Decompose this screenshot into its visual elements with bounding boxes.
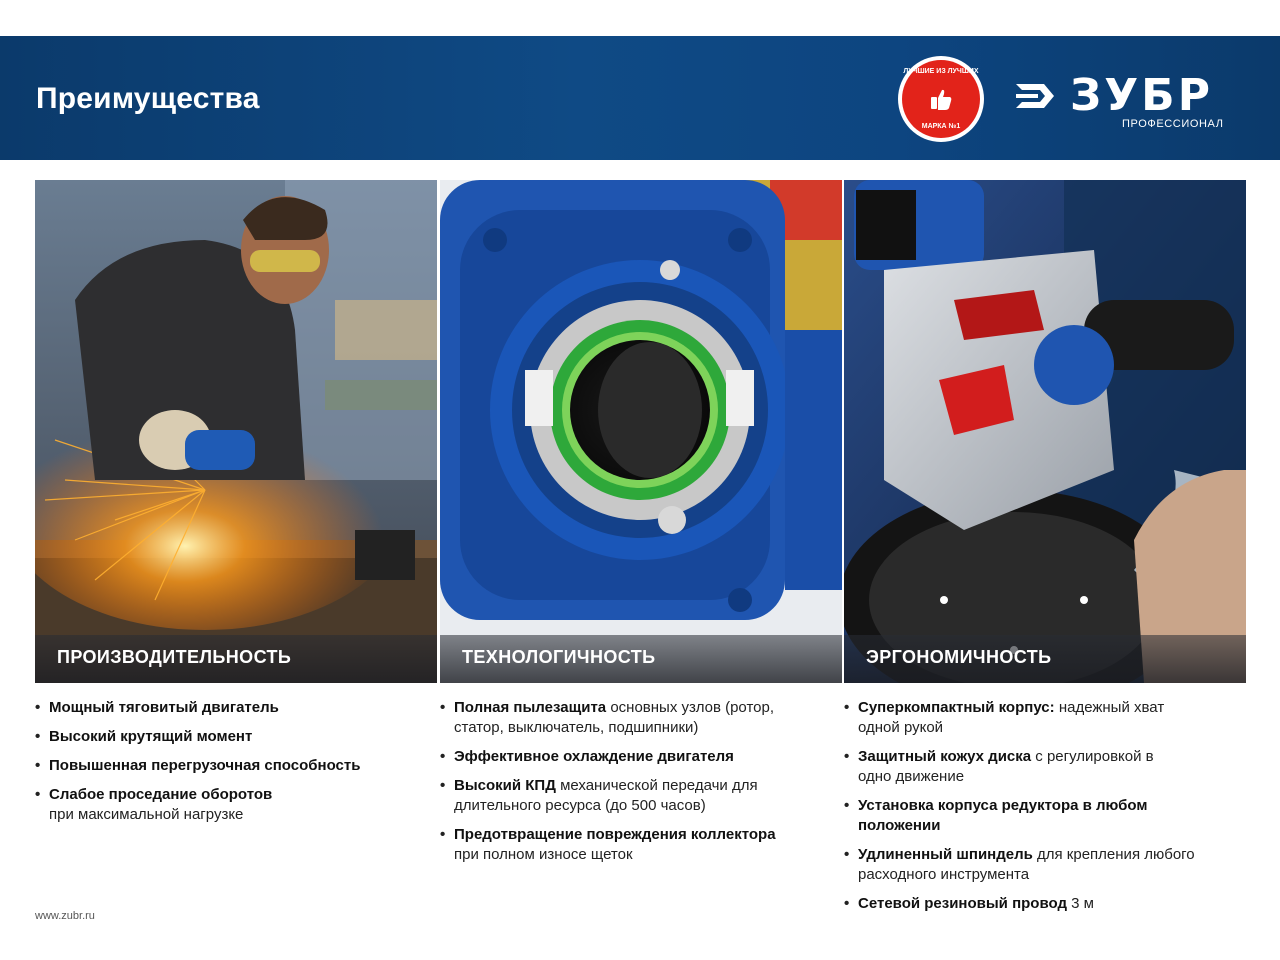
motor-internals-photo xyxy=(440,180,842,683)
worker-grinding-photo xyxy=(35,180,437,683)
panel-caption xyxy=(35,635,437,683)
list-item: • Суперкомпактный корпус: надежный хват одной рукой xyxy=(844,699,1165,736)
list-item: • Эффективное охлаждение двигателя xyxy=(440,748,734,765)
seal-top-text: ЛУЧШИЕ ИЗ ЛУЧШИХ xyxy=(903,68,979,75)
logo-subtitle: ПРОФЕССИОНАЛ xyxy=(1122,118,1224,130)
list-item: • Предотвращение повреждения коллектора при полном износе щеток xyxy=(440,826,776,863)
best-brand-seal xyxy=(898,56,984,142)
list-item: • Защитный кожух диска с регулировкой в одно движение xyxy=(844,748,1154,785)
caption-technology: ТЕХНОЛОГИЧНОСТЬ xyxy=(462,647,656,667)
caption-ergonomics: ЭРГОНОМИЧНОСТЬ xyxy=(866,647,1052,667)
list-item: • Установка корпуса редуктора в любом положении xyxy=(844,797,1148,834)
logo-wordmark: ЗУБР xyxy=(1070,70,1213,121)
grinder-in-hand-photo xyxy=(844,180,1246,683)
ergonomics-feature-list xyxy=(844,698,1244,923)
page-title: Преимущества xyxy=(36,82,260,115)
zubr-arrow-icon xyxy=(1014,76,1064,116)
list-item: • Удлиненный шпиндель для крепления любого расходного инструмента xyxy=(844,846,1195,883)
list-item: • Высокий крутящий момент xyxy=(35,728,253,745)
list-item: • Слабое проседание оборотов при максимальной нагрузке xyxy=(35,786,273,823)
panel-caption xyxy=(440,635,842,683)
list-item: • Высокий КПД механической передачи для длительного ресурса (до 500 часов) xyxy=(440,777,758,814)
list-item: • Сетевой резиновый провод 3 м xyxy=(844,895,1094,912)
thumbs-up-icon xyxy=(928,86,954,112)
caption-performance: ПРОИЗВОДИТЕЛЬНОСТЬ xyxy=(57,647,292,667)
zubr-logo xyxy=(1014,72,1250,128)
performance-feature-list xyxy=(35,698,435,834)
panel-performance-image xyxy=(35,180,437,683)
panel-caption xyxy=(844,635,1246,683)
panel-ergonomics-image xyxy=(844,180,1246,683)
list-item: • Повышенная перегрузочная способность xyxy=(35,757,361,774)
header-banner xyxy=(0,36,1280,160)
footer-website-link[interactable]: www.zubr.ru xyxy=(35,910,95,922)
panel-technology-image xyxy=(440,180,842,683)
seal-bottom-text: МАРКА №1 xyxy=(921,123,961,130)
list-item: • Полная пылезащита основных узлов (ротор, статор, выключатель, подшипники) xyxy=(440,699,774,736)
list-item: • Мощный тяговитый двигатель xyxy=(35,699,279,716)
technology-feature-list xyxy=(440,698,840,874)
